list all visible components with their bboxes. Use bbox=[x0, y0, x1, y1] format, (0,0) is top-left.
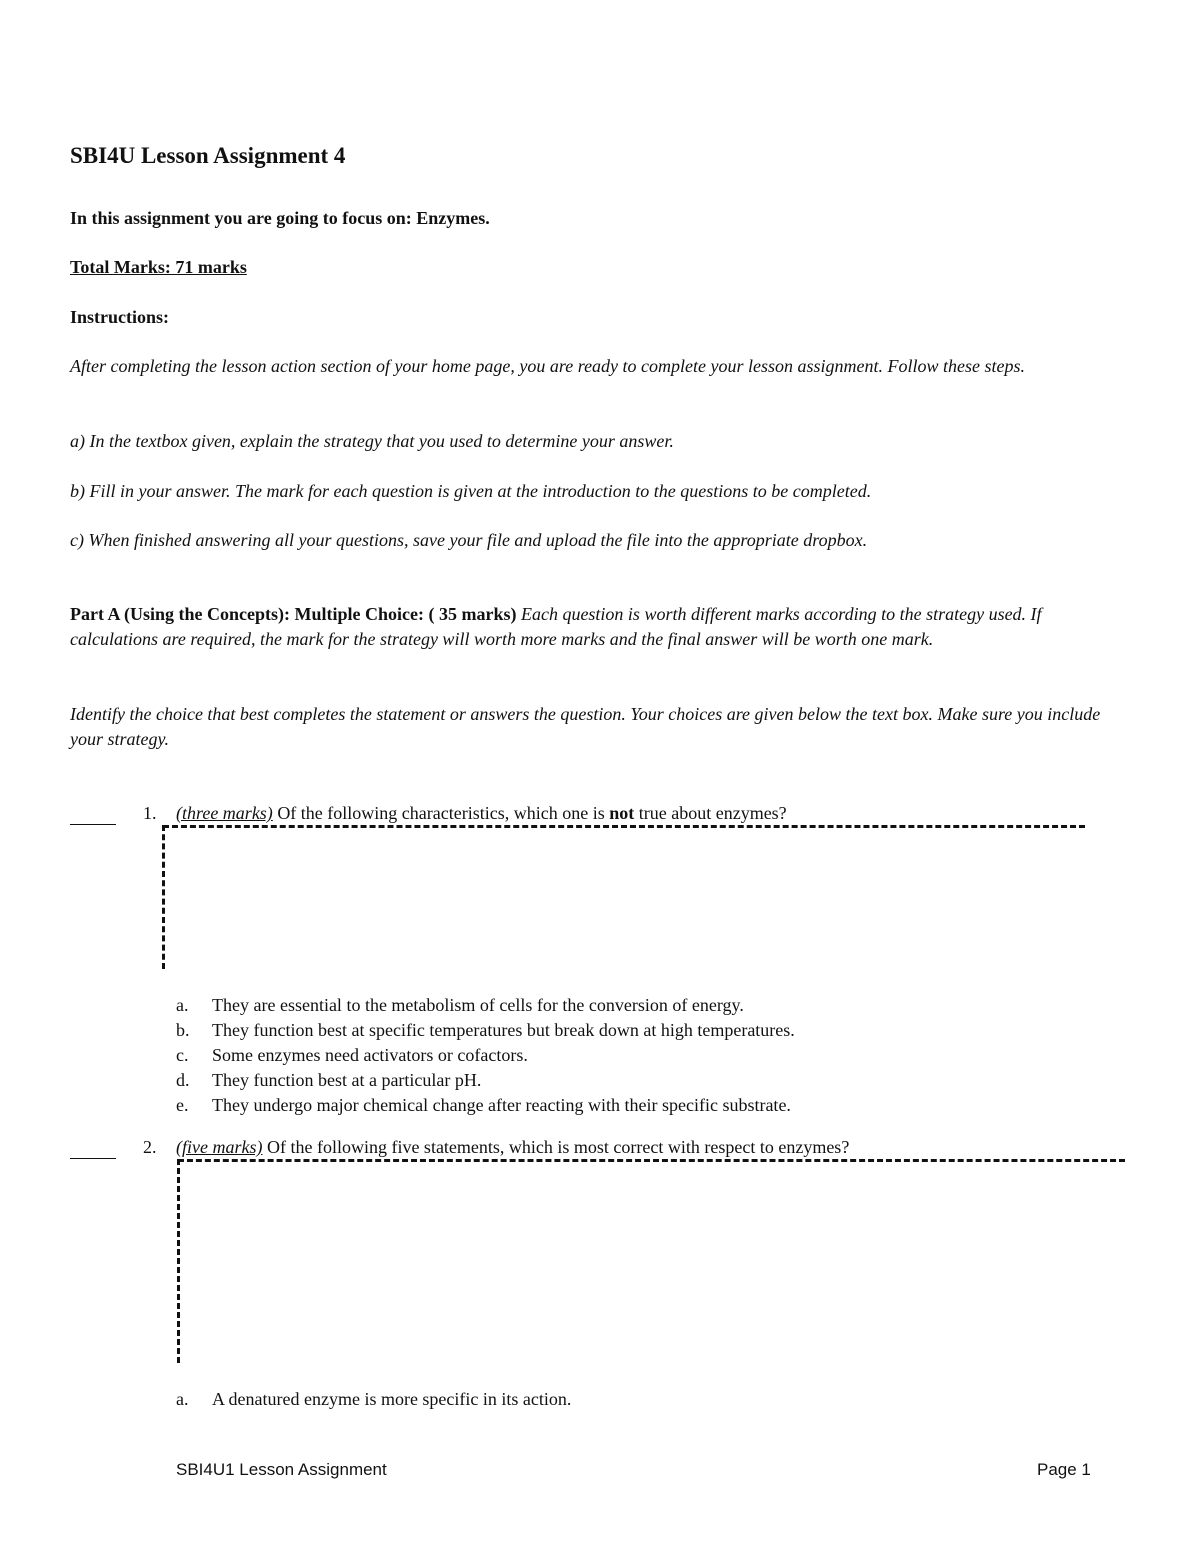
question-emphasis-1: not bbox=[609, 803, 635, 823]
focus-line bbox=[70, 206, 490, 231]
choice-list-2 bbox=[176, 1387, 571, 1412]
strategy-textbox-top-2 bbox=[178, 1159, 1125, 1162]
strategy-textbox-1[interactable] bbox=[162, 825, 165, 969]
strategy-textbox-top-1 bbox=[163, 825, 1085, 828]
part-a-section bbox=[70, 602, 1130, 652]
question-text-2: (five marks) Of the following five statements, which is most correct with respect to enzymes? bbox=[176, 1137, 850, 1157]
choice-1e[interactable]: e. They undergo major chemical change after reacting with their specific substrate. bbox=[176, 1095, 791, 1115]
part-a-note: Each question is worth different marks according to the strategy used. If calculations are required, the mark for the strategy will worth more marks and the final answer will be worth one mark. bbox=[70, 604, 1042, 649]
focus-label: In this assignment you are going to focus on: bbox=[70, 208, 412, 228]
instructions-intro: After completing the lesson action section of your home page, you are ready to complete your lesson assignment. Follow these steps. bbox=[70, 356, 1025, 376]
question-number-1: 1. bbox=[143, 803, 157, 823]
total-marks: Total Marks: 71 marks bbox=[70, 257, 247, 277]
answer-blank-1[interactable] bbox=[70, 824, 116, 825]
identify-instructions: Identify the choice that best completes the statement or answers the question. Your choices are given below the text box. Make sure you include your strategy. bbox=[70, 704, 1101, 749]
answer-blank-2[interactable] bbox=[70, 1158, 116, 1159]
choice-1c[interactable]: c. Some enzymes need activators or cofactors. bbox=[176, 1045, 528, 1065]
part-a-heading: Part A (Using the Concepts): Multiple Choice: ( 35 marks) bbox=[70, 604, 517, 624]
question-marks-2: (five marks) bbox=[176, 1137, 263, 1157]
step-b: b) Fill in your answer. The mark for each question is given at the introduction to the questions to be completed. bbox=[70, 481, 872, 501]
choice-list-1 bbox=[176, 993, 795, 1118]
question-number-2: 2. bbox=[143, 1137, 157, 1157]
footer-left: SBI4U1 Lesson Assignment bbox=[176, 1460, 387, 1479]
choice-1b[interactable]: b. They function best at specific temperatures but break down at high temperatures. bbox=[176, 1020, 795, 1040]
page-title: SBI4U Lesson Assignment 4 bbox=[70, 143, 346, 168]
choice-2a[interactable]: a. A denatured enzyme is more specific in its action. bbox=[176, 1389, 572, 1409]
step-c: c) When finished answering all your questions, save your file and upload the file into the appropriate dropbox. bbox=[70, 530, 868, 550]
question-marks-1: (three marks) bbox=[176, 803, 273, 823]
instructions-heading: Instructions: bbox=[70, 307, 170, 327]
choice-1d[interactable]: d. They function best at a particular pH. bbox=[176, 1070, 482, 1090]
page-number: Page 1 bbox=[1037, 1460, 1091, 1479]
step-a: a) In the textbox given, explain the strategy that you used to determine your answer. bbox=[70, 431, 674, 451]
question-text-1: (three marks) Of the following characteristics, which one is not true about enzymes? bbox=[176, 803, 787, 823]
choice-1a[interactable]: a. They are essential to the metabolism of cells for the conversion of energy. bbox=[176, 995, 744, 1015]
strategy-textbox-2[interactable] bbox=[177, 1159, 180, 1363]
focus-topic: Enzymes. bbox=[416, 208, 490, 228]
